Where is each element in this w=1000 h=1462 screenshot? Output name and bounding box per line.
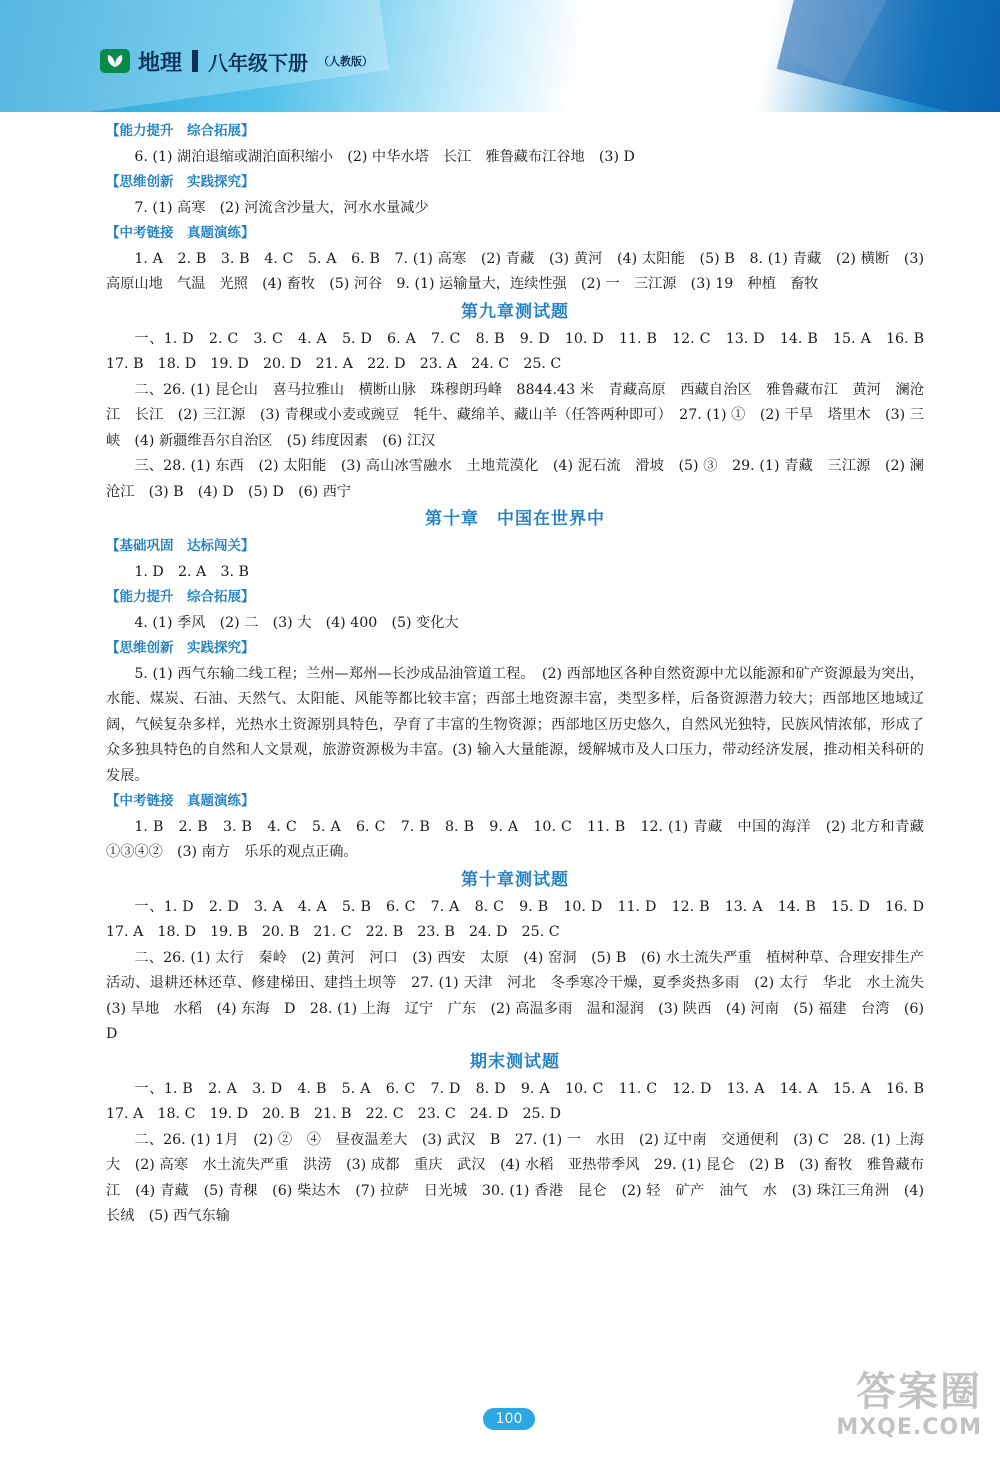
header-decoration — [777, 0, 1000, 112]
answer-content — [106, 119, 939, 1230]
subject-label: 地理 — [138, 50, 183, 76]
section-tag: 【中考链接 真题演练】 — [106, 225, 255, 241]
chapter-heading: 第九章测试题 — [461, 301, 569, 322]
answer-paragraph: 7. (1) 高寒 (2) 河流含沙量大，河水水量减少 — [134, 199, 429, 216]
answer-paragraph: 二、26. (1) 1月 (2) ② ④ 昼夜温差大 (3) 武汉 B 27. (1) 一 水田 (2) 辽中南 交通便利 (3) C 28. (1) 上海 大 (2) 高寒 水土流失严重 洪涝 (3) 成都 重庆 武汉 (4) 水稻 亚热带季风 29. (1) 昆仑 (2) B (3) 畜牧 雅鲁藏布江 (4) 青藏 (5) 青稞 (6) 柴达木 (7) 拉萨 日光城 30. (1) 香港 昆仑 (2) 轻 矿产 油气 水 (3) 珠江三角洲 (4) 长绒 (5) 西气东输 — [106, 1131, 939, 1224]
section-tag: 【能力提升 综合拓展】 — [106, 589, 255, 605]
answer-paragraph: 二、26. (1) 昆仑山 喜马拉雅山 横断山脉 珠穆朗玛峰 8844.43 米 青藏高原 西藏自治区 雅鲁藏布江 黄河 澜沧江 长江 (2) 三江源 (3) 青稞或小麦或豌豆 牦牛、藏绵羊、藏山羊（任答两种即可） 27. (1) ① (2) 干旱 塔里木 (3) 三峡 (4) 新疆维吾尔自治区 (5) 纬度因素 (6) 江汉 — [106, 381, 924, 449]
answer-paragraph: 一、1. D 2. C 3. C 4. A 5. D 6. A 7. C 8. B 9. D 10. D 11. B 12. C 13. D 14. B 15. A 16. B 17. B 18. D 19. D 20. D 21. A 22. D 23. A 24. C 25. C — [106, 330, 939, 372]
edition-label: （人教版） — [318, 55, 374, 68]
page-number: 100 — [483, 1408, 535, 1430]
watermark-url: MXQE.COM — [836, 1415, 982, 1440]
section-tag: 【基础巩固 达标闯关】 — [106, 538, 255, 554]
answer-paragraph: 5. (1) 西气东输二线工程；兰州—郑州—长沙成品油管道工程。 (2) 西部地区各种自然资源中尤以能源和矿产资源最为突出，水能、煤炭、石油、天然气、太阳能、风能等都比较丰富；西部土地资源丰富，类型多样，后备资源潜力较大；西部地区地域辽阔，气候复杂多样，光热水土资源别具特色，孕育了丰富的生物资源；西部地区历史悠久，自然风光独特，民族风情浓郁，形成了众多独具特色的自然和人文景观，旅游资源极为丰富。(3) 输入大量能源，缓解城市及人口压力，带动经济发展，推动相关科研的发展。 — [106, 665, 924, 784]
title-divider — [192, 50, 198, 72]
answer-paragraph: 4. (1) 季风 (2) 二 (3) 大 (4) 400 (5) 变化大 — [134, 614, 459, 631]
answer-paragraph: 三、28. (1) 东西 (2) 太阳能 (3) 高山冰雪融水 土地荒漠化 (4) 泥石流 滑坡 (5) ③ 29. (1) 青藏 三江源 (2) 澜沧江 (3) B (4) D (5) D (6) 西宁 — [106, 458, 924, 500]
chapter-heading: 期末测试题 — [470, 1051, 560, 1072]
answer-paragraph: 1. A 2. B 3. B 4. C 5. A 6. B 7. (1) 高寒 (2) 青藏 (3) 黄河 (4) 太阳能 (5) B 8. (1) 青藏 (2) 横断 (3) 高原山地 气温 光照 (4) 畜牧 (5) 河谷 9. (1) 运输量大，连续性强 (2) 一 三江源 (3) 19 种植 畜牧 — [106, 250, 924, 292]
chapter-heading: 第十章测试题 — [461, 869, 569, 890]
watermark-text: 答案圈 — [856, 1369, 982, 1415]
watermark — [792, 1370, 982, 1456]
answer-paragraph: 一、1. D 2. D 3. A 4. A 5. B 6. C 7. A 8. C 9. B 10. D 11. D 12. B 13. A 14. B 15. D 16. D 17. A 18. D 19. B 20. B 21. C 22. B 23. B 24. D 25. C — [106, 898, 939, 940]
answer-paragraph: 1. D 2. A 3. B — [134, 563, 249, 580]
section-tag: 【思维创新 实践探究】 — [106, 640, 255, 656]
section-tag: 【中考链接 真题演练】 — [106, 793, 255, 809]
answer-paragraph: 6. (1) 湖泊退缩或湖泊面积缩小 (2) 中华水塔 长江 雅鲁藏布江谷地 (3) D — [134, 148, 635, 165]
section-tag: 【能力提升 综合拓展】 — [106, 123, 255, 139]
book-title — [100, 46, 373, 76]
answer-paragraph: 1. B 2. B 3. B 4. C 5. A 6. C 7. B 8. B 9. A 10. C 11. B 12. (1) 青藏 中国的海洋 (2) 北方和青藏 ①③④② (3) 南方 乐乐的观点正确。 — [106, 818, 939, 860]
page-header-banner — [0, 0, 1000, 112]
section-tag: 【思维创新 实践探究】 — [106, 174, 255, 190]
leaf-logo-icon — [100, 49, 130, 73]
chapter-heading: 第十章 中国在世界中 — [425, 509, 605, 529]
grade-label: 八年级下册 — [208, 50, 309, 75]
answer-paragraph: 二、26. (1) 太行 秦岭 (2) 黄河 河口 (3) 西安 太原 (4) 窑洞 (5) B (6) 水土流失严重 植树种草、合理安排生产活动、退耕还林还草、修建梯田、建挡土坝等 27. (1) 天津 河北 冬季寒冷干燥，夏季炎热多雨 (2) 太行 华北 水土流失 (3) 旱地 水稻 (4) 东海 D 28. (1) 上海 辽宁 广东 (2) 高温多雨 温和湿润 (3) 陕西 (4) 河南 (5) 福建 台湾 (6) D — [106, 949, 939, 1042]
answer-paragraph: 一、1. B 2. A 3. D 4. B 5. A 6. C 7. D 8. D 9. A 10. C 11. C 12. D 13. A 14. A 15. A 16. B 17. A 18. C 19. D 20. B 21. B 22. C 23. C 24. D 25. D — [106, 1080, 939, 1122]
